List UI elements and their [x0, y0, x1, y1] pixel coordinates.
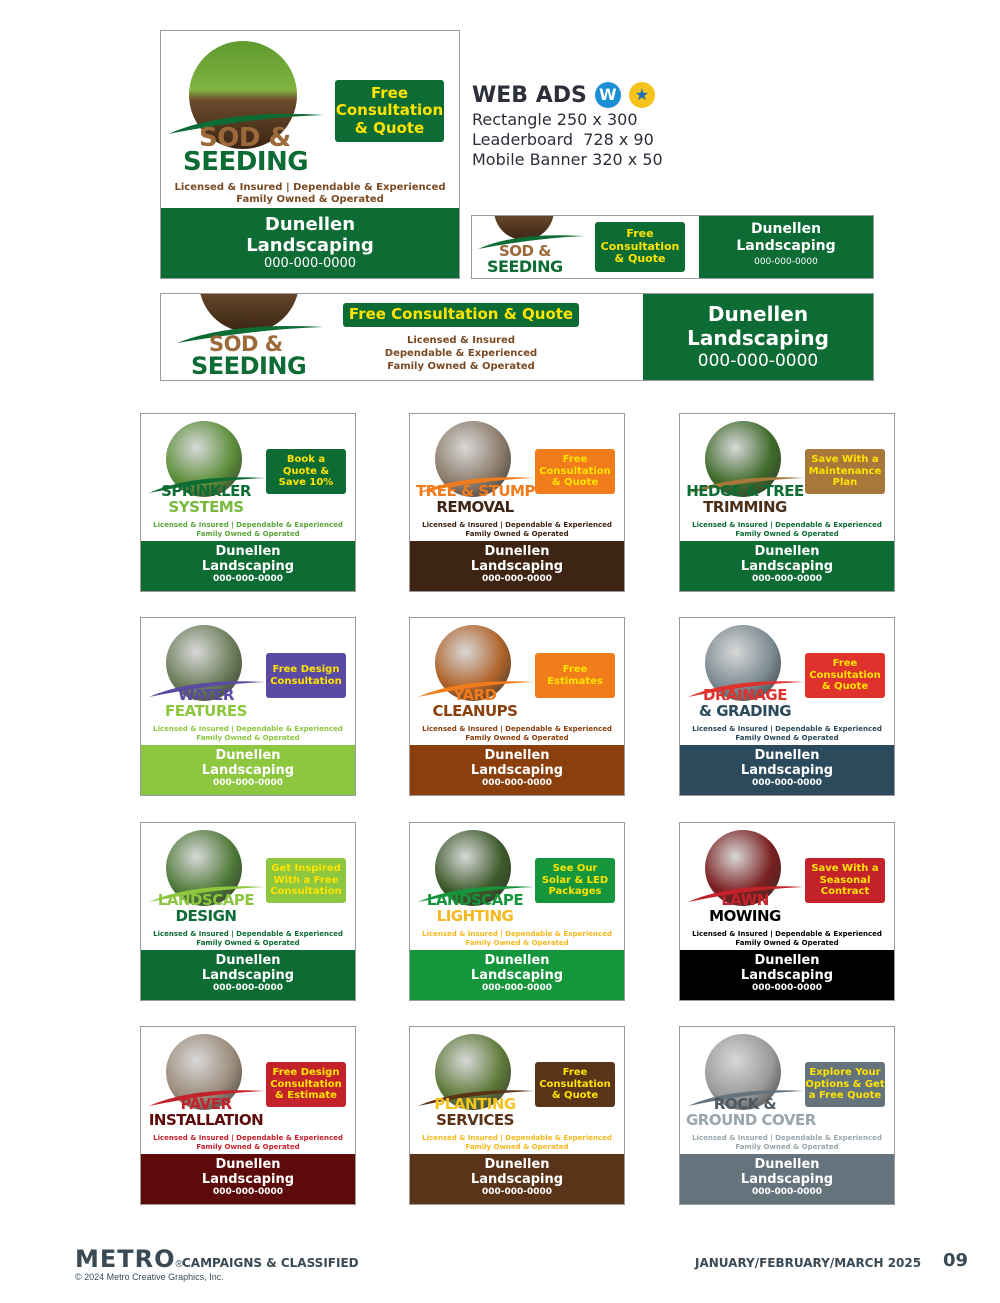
- drainage-grading-offer-badge: Free Consultation & Quote: [805, 653, 885, 698]
- paver-installation-tagline-1: Licensed & Insured | Dependable & Experienced: [153, 1134, 343, 1142]
- water-features-business-phone: 000-000-0000: [212, 778, 284, 788]
- paver-installation-business-name-line1: Dunellen: [215, 1157, 281, 1172]
- hedge-tree-trimming-tagline-2: Family Owned & Operated: [735, 530, 839, 538]
- tree-stump-removal-business-phone: 000-000-0000: [481, 574, 553, 584]
- planting-services-title-line2: SERVICES: [436, 1111, 514, 1129]
- planting-services-title-line1: PLANTING: [434, 1095, 516, 1113]
- business-phone: 000-000-0000: [263, 256, 357, 271]
- landscape-lighting-offer-badge: See Our Solar & LED Packages: [535, 858, 615, 903]
- leaderboard-business-phone: 000-000-0000: [697, 351, 819, 371]
- business-name-line2: Landscaping: [246, 235, 374, 256]
- sod-leaderboard-tag-3: Family Owned & Operated: [387, 361, 535, 372]
- hedge-tree-trimming-title-line1: HEDGE & TREE: [686, 482, 804, 500]
- water-features-business-name-line1: Dunellen: [215, 748, 281, 763]
- paver-installation-ad: [140, 1026, 356, 1205]
- footer-section-label: CAMPAIGNS & CLASSIFIED: [182, 1256, 359, 1270]
- sod-tagline-2: Family Owned & Operated: [236, 194, 384, 205]
- landscape-design-business-name-line2: Landscaping: [201, 968, 295, 983]
- landscape-design-title-line2: DESIGN: [175, 907, 237, 925]
- sod-rectangle-ad: [160, 30, 460, 279]
- landscape-design-tagline-1: Licensed & Insured | Dependable & Experienced: [153, 930, 343, 938]
- landscape-lighting-footer: [410, 950, 624, 1000]
- drainage-grading-business-name-line2: Landscaping: [740, 763, 834, 778]
- tree-stump-removal-offer-badge: Free Consultation & Quote: [535, 449, 615, 494]
- rock-ground-cover-offer-badge: Explore Your Options & Get a Free Quote: [805, 1062, 885, 1107]
- tree-stump-removal-business-name-line2: Landscaping: [470, 559, 564, 574]
- tree-stump-removal-ad: [409, 413, 625, 592]
- rock-ground-cover-title-line2: GROUND COVER: [686, 1111, 816, 1129]
- planting-services-ad: [409, 1026, 625, 1205]
- sod-banner-title-line2: SEEDING: [487, 257, 563, 276]
- drainage-grading-title-line1: DRAINAGE: [703, 686, 787, 704]
- lawn-mowing-business-name-line2: Landscaping: [740, 968, 834, 983]
- web-ads-heading: WEB ADS: [472, 82, 587, 108]
- sod-leaderboard-title-line2: SEEDING: [191, 352, 307, 380]
- sod-banner-offer-badge: Free Consultation & Quote: [595, 222, 685, 272]
- lawn-mowing-tagline-1: Licensed & Insured | Dependable & Experienced: [692, 930, 882, 938]
- sod-leaderboard-right-panel: [643, 294, 873, 380]
- planting-services-tagline-1: Licensed & Insured | Dependable & Experienced: [422, 1134, 612, 1142]
- lawn-mowing-title-line1: LAWN: [721, 891, 769, 909]
- sod-leaderboard-tag-1: Licensed & Insured: [407, 335, 515, 346]
- landscape-design-footer: [141, 950, 355, 1000]
- landscape-lighting-tagline-1: Licensed & Insured | Dependable & Experienced: [422, 930, 612, 938]
- lawn-mowing-business-phone: 000-000-0000: [751, 983, 823, 993]
- leaderboard-business-name-line1: Dunellen: [707, 302, 809, 326]
- banner-business-phone: 000-000-0000: [754, 257, 818, 267]
- planting-services-offer-badge: Free Consultation & Quote: [535, 1062, 615, 1107]
- hedge-tree-trimming-business-name-line1: Dunellen: [754, 544, 820, 559]
- landscape-design-title-line1: LANDSCAPE: [157, 891, 255, 909]
- sprinkler-systems-title-line1: SPRINKLER: [161, 482, 251, 500]
- yard-cleanups-title-line2: CLEANUPS: [432, 702, 518, 720]
- drainage-grading-title-line2: & GRADING: [698, 702, 792, 720]
- yard-cleanups-tagline-2: Family Owned & Operated: [465, 734, 569, 742]
- sod-banner-title-line1: SOD &: [499, 242, 551, 260]
- sprinkler-systems-tagline-1: Licensed & Insured | Dependable & Experienced: [153, 521, 343, 529]
- paver-installation-business-phone: 000-000-0000: [212, 1187, 284, 1197]
- lawn-mowing-title-line2: MOWING: [709, 907, 781, 925]
- tree-stump-removal-title-line1: TREE & STUMP: [416, 482, 535, 500]
- water-features-title-line1: WATER: [178, 686, 234, 704]
- sod-banner-right-panel: [699, 216, 873, 278]
- drainage-grading-tagline-1: Licensed & Insured | Dependable & Experienced: [692, 725, 882, 733]
- planting-services-business-phone: 000-000-0000: [481, 1187, 553, 1197]
- sod-leaderboard-ad: [160, 293, 874, 381]
- paver-installation-offer-badge: Free Design Consultation & Estimate: [266, 1062, 346, 1107]
- landscape-lighting-title-line2: LIGHTING: [436, 907, 514, 925]
- lawn-mowing-ad: [679, 822, 895, 1001]
- sprinkler-systems-business-phone: 000-000-0000: [212, 574, 284, 584]
- yard-cleanups-business-phone: 000-000-0000: [481, 778, 553, 788]
- sprinkler-systems-ad: [140, 413, 356, 592]
- tree-stump-removal-tagline-1: Licensed & Insured | Dependable & Experienced: [422, 521, 612, 529]
- leaderboard-business-name-line2: Landscaping: [687, 326, 829, 350]
- tree-stump-removal-footer: [410, 541, 624, 591]
- page-footer: [75, 1245, 975, 1285]
- rock-ground-cover-title-line1: ROCK &: [713, 1095, 777, 1113]
- ad-size-rectangle: Rectangle 250 x 300: [472, 110, 638, 129]
- yard-cleanups-ad: [409, 617, 625, 796]
- banner-business-name-line1: Dunellen: [750, 221, 822, 237]
- paver-installation-business-name-line2: Landscaping: [201, 1172, 295, 1187]
- planting-services-footer: [410, 1154, 624, 1204]
- yard-cleanups-offer-badge: Free Estimates: [535, 653, 615, 698]
- w-badge-icon: W: [595, 82, 621, 108]
- sprinkler-systems-footer: [141, 541, 355, 591]
- rock-ground-cover-footer: [680, 1154, 894, 1204]
- yard-cleanups-title-line1: YARD: [453, 686, 497, 704]
- drainage-grading-business-phone: 000-000-0000: [751, 778, 823, 788]
- water-features-tagline-2: Family Owned & Operated: [196, 734, 300, 742]
- star-badge-icon: ★: [629, 82, 655, 108]
- sprinkler-systems-offer-badge: Book a Quote & Save 10%: [266, 449, 346, 494]
- footer-issue-date: JANUARY/FEBRUARY/MARCH 2025: [695, 1256, 922, 1270]
- drainage-grading-footer: [680, 745, 894, 795]
- water-features-ad: [140, 617, 356, 796]
- rock-ground-cover-tagline-2: Family Owned & Operated: [735, 1143, 839, 1151]
- sod-title-line2: SEEDING: [183, 147, 309, 177]
- water-features-offer-badge: Free Design Consultation: [266, 653, 346, 698]
- lawn-mowing-tagline-2: Family Owned & Operated: [735, 939, 839, 947]
- sprinkler-systems-business-name-line1: Dunellen: [215, 544, 281, 559]
- sod-mobile-banner-ad: [471, 215, 874, 279]
- tree-stump-removal-tagline-2: Family Owned & Operated: [465, 530, 569, 538]
- hedge-tree-trimming-business-name-line2: Landscaping: [740, 559, 834, 574]
- tree-stump-removal-business-name-line1: Dunellen: [484, 544, 550, 559]
- sod-tagline-1: Licensed & Insured | Dependable & Experienced: [174, 182, 446, 193]
- hedge-tree-trimming-footer: [680, 541, 894, 591]
- sprinkler-systems-tagline-2: Family Owned & Operated: [196, 530, 300, 538]
- paver-installation-footer: [141, 1154, 355, 1204]
- rock-ground-cover-business-name-line1: Dunellen: [754, 1157, 820, 1172]
- landscape-design-business-phone: 000-000-0000: [212, 983, 284, 993]
- drainage-grading-ad: [679, 617, 895, 796]
- hedge-tree-trimming-tagline-1: Licensed & Insured | Dependable & Experienced: [692, 521, 882, 529]
- sod-offer-badge: Free Consultation & Quote: [335, 80, 444, 142]
- landscape-design-business-name-line1: Dunellen: [215, 953, 281, 968]
- water-features-tagline-1: Licensed & Insured | Dependable & Experienced: [153, 725, 343, 733]
- yard-cleanups-tagline-1: Licensed & Insured | Dependable & Experienced: [422, 725, 612, 733]
- landscape-design-offer-badge: Get Inspired With a Free Consultation: [266, 858, 346, 903]
- landscape-lighting-business-name-line1: Dunellen: [484, 953, 550, 968]
- lawn-mowing-offer-badge: Save With a Seasonal Contract: [805, 858, 885, 903]
- web-ads-heading-block: [472, 82, 732, 170]
- yard-cleanups-footer: [410, 745, 624, 795]
- paver-installation-title-line2: INSTALLATION: [148, 1111, 264, 1129]
- lawn-mowing-footer: [680, 950, 894, 1000]
- sod-rectangle-footer: [161, 208, 459, 278]
- drainage-grading-business-name-line1: Dunellen: [754, 748, 820, 763]
- drainage-grading-tagline-2: Family Owned & Operated: [735, 734, 839, 742]
- planting-services-tagline-2: Family Owned & Operated: [465, 1143, 569, 1151]
- paver-installation-tagline-2: Family Owned & Operated: [196, 1143, 300, 1151]
- ad-size-mobile-banner: Mobile Banner 320 x 50: [472, 150, 663, 169]
- landscape-lighting-ad: [409, 822, 625, 1001]
- hedge-tree-trimming-title-line2: TRIMMING: [703, 498, 787, 516]
- landscape-design-ad: [140, 822, 356, 1001]
- sod-leaderboard-offer-badge: Free Consultation & Quote: [343, 303, 579, 327]
- planting-services-business-name-line2: Landscaping: [470, 1172, 564, 1187]
- rock-ground-cover-ad: [679, 1026, 895, 1205]
- rock-ground-cover-tagline-1: Licensed & Insured | Dependable & Experienced: [692, 1134, 882, 1142]
- yard-cleanups-business-name-line1: Dunellen: [484, 748, 550, 763]
- rock-ground-cover-business-phone: 000-000-0000: [751, 1187, 823, 1197]
- water-features-business-name-line2: Landscaping: [201, 763, 295, 778]
- landscape-lighting-title-line1: LANDSCAPE: [426, 891, 524, 909]
- landscape-lighting-business-name-line2: Landscaping: [470, 968, 564, 983]
- paver-installation-title-line1: PAVER: [180, 1095, 232, 1113]
- sprinkler-systems-business-name-line2: Landscaping: [201, 559, 295, 574]
- water-features-title-line2: FEATURES: [165, 702, 247, 720]
- footer-copyright: © 2024 Metro Creative Graphics, Inc.: [75, 1272, 224, 1282]
- sod-leaderboard-title-line1: SOD &: [209, 332, 283, 356]
- business-name-line1: Dunellen: [264, 214, 356, 235]
- lawn-mowing-business-name-line1: Dunellen: [754, 953, 820, 968]
- metro-logo: [75, 1245, 183, 1273]
- metro-registered-mark: ®: [175, 1259, 183, 1270]
- landscape-lighting-tagline-2: Family Owned & Operated: [465, 939, 569, 947]
- planting-services-business-name-line1: Dunellen: [484, 1157, 550, 1172]
- banner-business-name-line2: Landscaping: [736, 238, 836, 254]
- hedge-tree-trimming-business-phone: 000-000-0000: [751, 574, 823, 584]
- water-features-footer: [141, 745, 355, 795]
- rock-ground-cover-business-name-line2: Landscaping: [740, 1172, 834, 1187]
- metro-brand: METRO: [75, 1245, 176, 1273]
- landscape-design-tagline-2: Family Owned & Operated: [196, 939, 300, 947]
- yard-cleanups-business-name-line2: Landscaping: [470, 763, 564, 778]
- hedge-tree-trimming-offer-badge: Save With a Maintenance Plan: [805, 449, 885, 494]
- ad-size-leaderboard: Leaderboard 728 x 90: [472, 130, 654, 149]
- footer-page-number: 09: [943, 1250, 969, 1271]
- sod-title-line1: SOD &: [199, 123, 291, 153]
- hedge-tree-trimming-ad: [679, 413, 895, 592]
- sprinkler-systems-title-line2: SYSTEMS: [168, 498, 244, 516]
- sod-leaderboard-tag-2: Dependable & Experienced: [384, 348, 538, 359]
- tree-stump-removal-title-line2: REMOVAL: [436, 498, 514, 516]
- landscape-lighting-business-phone: 000-000-0000: [481, 983, 553, 993]
